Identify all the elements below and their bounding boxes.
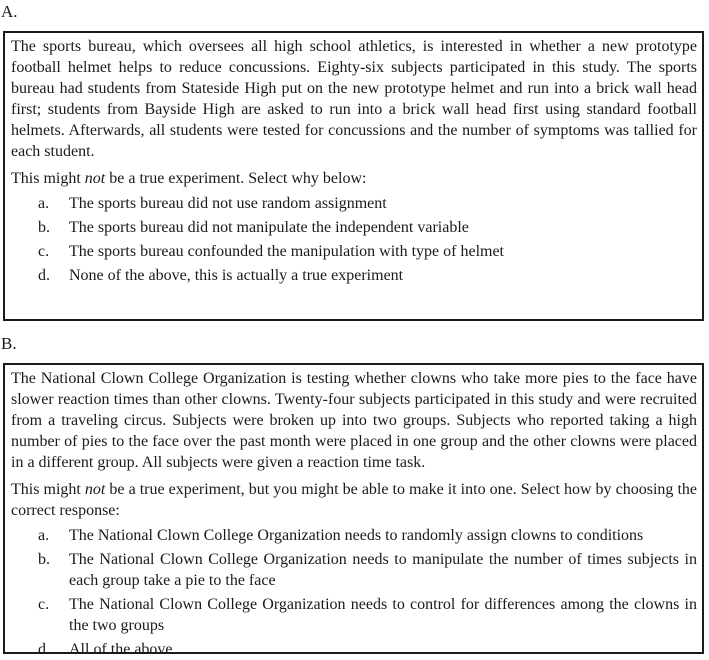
question-a-options — [11, 193, 697, 286]
prompt-emphasis: not — [84, 170, 106, 187]
option-text: All of the above — [69, 641, 173, 658]
question-b-scenario: The National Clown College Organization is testing whether clowns who take more pies to the face have slower reaction times than other clowns. Twenty-four subjects participated in this study and were recruited from a traveling circus. Subjects were broken up into two groups. Subjects who reported taking a high number of pies to the face over the past month were placed in one group and the other clowns were placed in a different group. All subjects were given a reaction time task. — [11, 370, 697, 471]
section-a-label: A. — [1, 2, 18, 21]
prompt-text: be a true experiment, but you might be able to make it into one. Select how by choosing the correct response: — [11, 481, 697, 519]
question-b-prompt — [11, 479, 697, 521]
option-text: The sports bureau did not use random assignment — [69, 195, 387, 212]
option-text: None of the above, this is actually a true experiment — [69, 267, 404, 284]
option-marker: c. — [38, 596, 50, 613]
option-b[interactable] — [11, 217, 697, 238]
option-marker: b. — [38, 551, 50, 568]
option-marker: d. — [38, 267, 50, 284]
question-a-scenario: The sports bureau, which oversees all high school athletics, is interested in whether a new prototype football helmet helps to reduce concussions. Eighty-six subjects participated in this study. The sports bureau had students from Stateside High put on the new prototype helmet and run into a brick wall head first; students from Bayside High are asked to run into a brick wall head first using standard football helmets. Afterwards, all students were tested for concussions and the number of symptoms was tallied for each student. — [11, 38, 697, 160]
option-marker: c. — [38, 243, 50, 260]
option-b[interactable] — [11, 549, 697, 591]
option-a[interactable] — [11, 525, 697, 546]
option-text: The sports bureau confounded the manipulation with type of helmet — [69, 243, 504, 260]
prompt-emphasis: not — [84, 481, 106, 498]
prompt-text: This might — [11, 481, 85, 498]
question-a-prompt — [11, 168, 697, 189]
option-c[interactable] — [11, 241, 697, 262]
option-d[interactable] — [11, 639, 697, 660]
option-c[interactable] — [11, 594, 697, 636]
prompt-text: This might — [11, 170, 85, 187]
option-marker: b. — [38, 219, 50, 236]
option-text: The National Clown College Organization needs to randomly assign clowns to conditions — [69, 527, 644, 544]
question-b-options — [11, 525, 697, 660]
option-text: The National Clown College Organization needs to manipulate the number of times subjects in each group take a pie to the face — [69, 551, 697, 589]
option-marker: a. — [38, 527, 50, 544]
prompt-text: be a true experiment. Select why below: — [105, 170, 367, 187]
option-text: The National Clown College Organization needs to control for differences among the clowns in the two groups — [69, 596, 697, 634]
option-a[interactable] — [11, 193, 697, 214]
question-a-box — [3, 31, 704, 321]
option-d[interactable] — [11, 265, 697, 286]
section-b-label: B. — [1, 334, 17, 353]
option-marker: d. — [38, 641, 50, 658]
question-b-box — [3, 363, 704, 658]
option-marker: a. — [38, 195, 50, 212]
option-text: The sports bureau did not manipulate the independent variable — [69, 219, 469, 236]
